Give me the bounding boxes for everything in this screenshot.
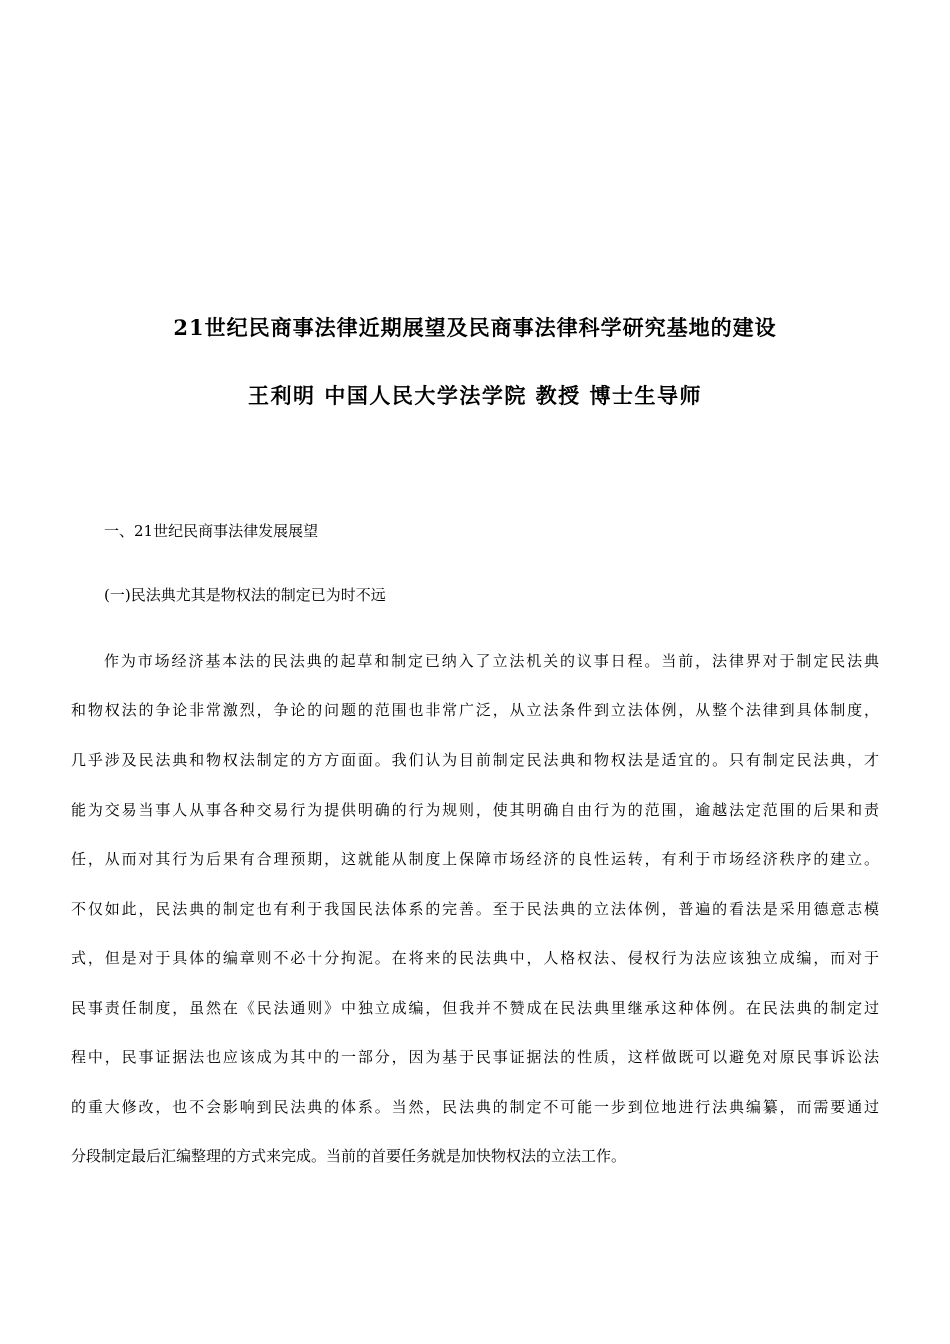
- document-title: 21世纪民商事法律近期展望及民商事法律科学研究基地的建设: [173, 315, 777, 340]
- paragraph-line: 几乎涉及民法典和物权法制定的方方面面。我们认为目前制定民法典和物权法是适宜的。只有制定民法典，才: [71, 751, 879, 769]
- paragraph-line: 能为交易当事人从事各种交易行为提供明确的行为规则，使其明确自由行为的范围，逾越法定范围的后果和责: [71, 801, 879, 819]
- paragraph-line: 式，但是对于具体的编章则不必十分拘泥。在将来的民法典中，人格权法、侵权行为法应该独立成编，而对于: [71, 949, 879, 967]
- paragraph-line: 程中，民事证据法也应该成为其中的一部分，因为基于民事证据法的性质，这样做既可以避免对原民事诉讼法: [71, 1048, 879, 1066]
- paragraph-line: 分段制定最后汇编整理的方式来完成。当前的首要任务就是加快物权法的立法工作。: [71, 1147, 627, 1165]
- paragraph-line: 的重大修改，也不会影响到民法典的体系。当然，民法典的制定不可能一步到位地进行法典编纂，而需要通过: [71, 1098, 879, 1116]
- paragraph-line: 作为市场经济基本法的民法典的起草和制定已纳入了立法机关的议事日程。当前，法律界对于制定民法典: [104, 652, 879, 670]
- section-heading: 一、21世纪民商事法律发展展望: [104, 522, 319, 540]
- paragraph-line: 和物权法的争论非常激烈，争论的问题的范围也非常广泛，从立法条件到立法体例，从整个法律到具体制度，: [71, 701, 879, 719]
- paragraph-line: 任，从而对其行为后果有合理预期，这就能从制度上保障市场经济的良性运转，有利于市场经济秩序的建立。: [71, 850, 879, 868]
- paragraph-line: 民事责任制度，虽然在《民法通则》中独立成编，但我并不赞成在民法典里继承这种体例。在民法典的制定过: [71, 999, 879, 1017]
- paragraph-line: 不仅如此，民法典的制定也有利于我国民法体系的完善。至于民法典的立法体例，普遍的看法是采用德意志模: [71, 900, 879, 918]
- author-line: 王利明 中国人民大学法学院 教授 博士生导师: [248, 383, 702, 408]
- subsection-heading: (一)民法典尤其是物权法的制定已为时不远: [104, 586, 386, 604]
